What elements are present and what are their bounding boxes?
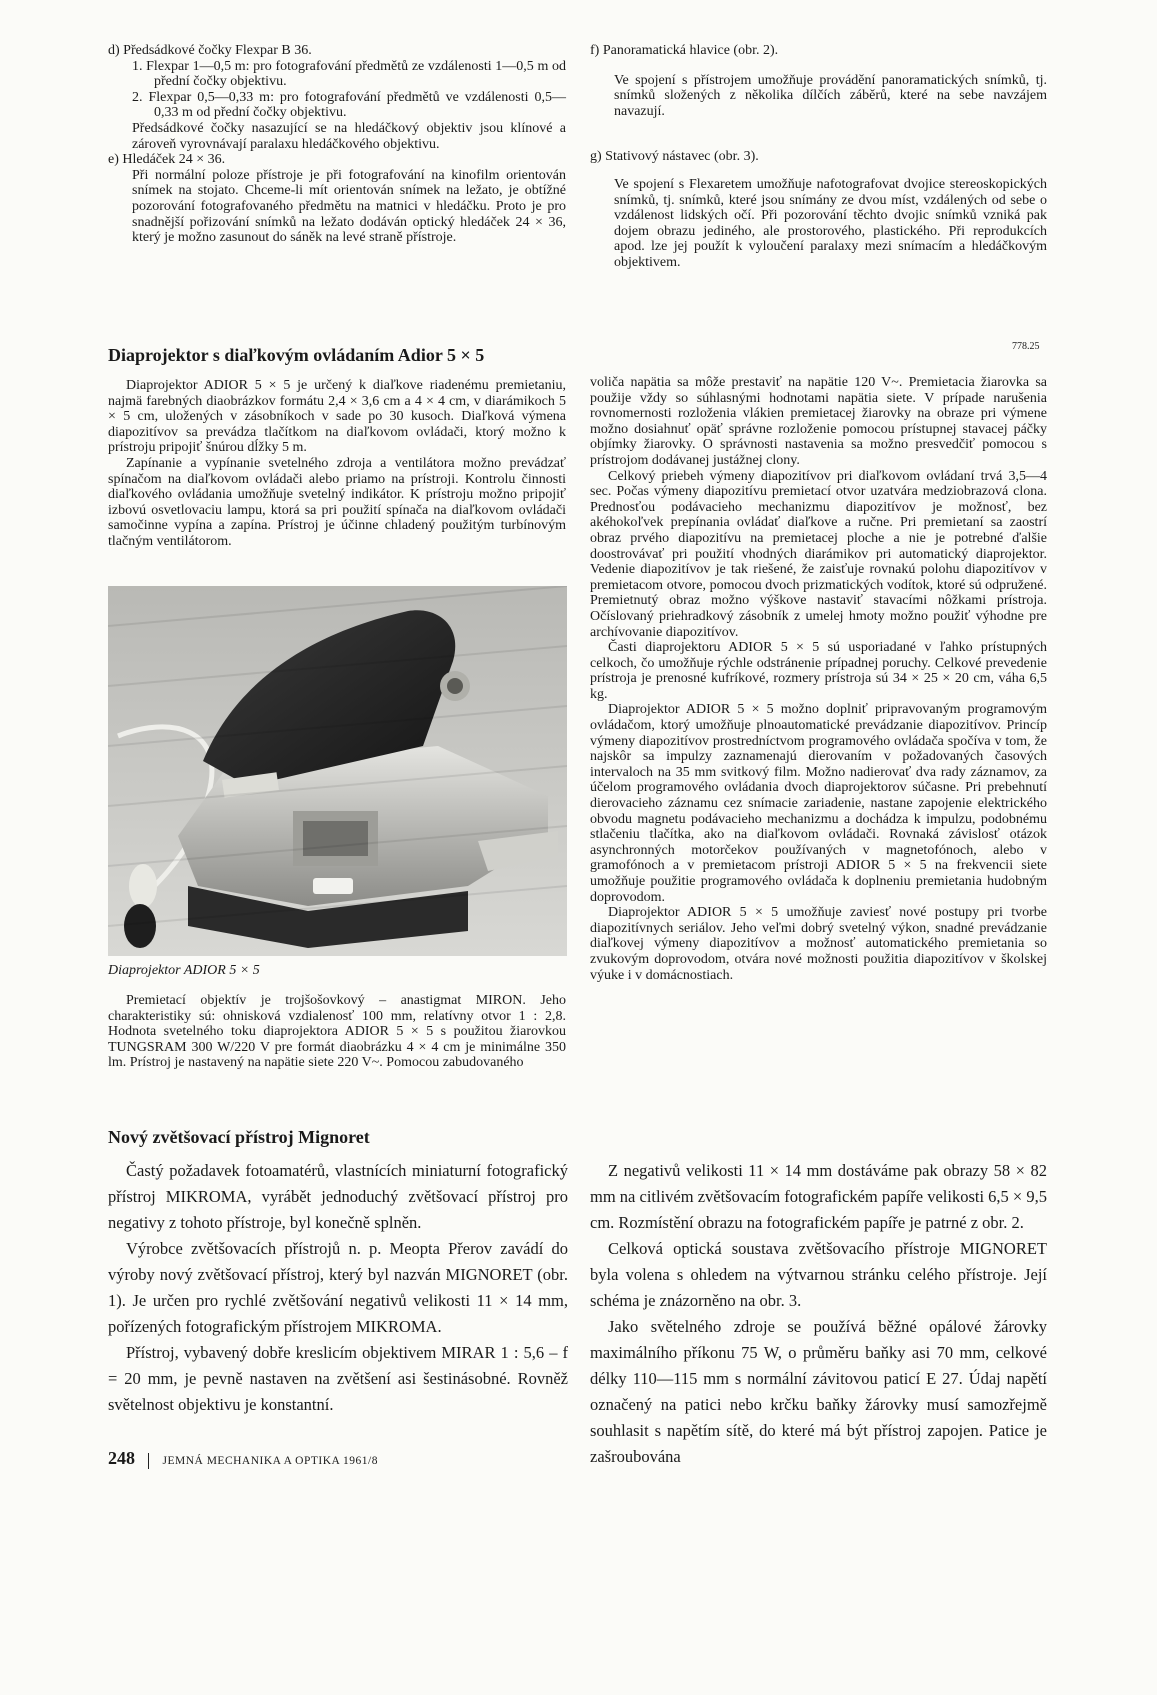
projector-illustration: [108, 586, 567, 956]
item-e-title: e) Hledáček 24 × 36.: [108, 152, 226, 168]
adior-left-p1: Diaprojektor ADIOR 5 × 5 je určený k diaľkove riadenému premietaniu, najmä farebných diaobrázkov formátu 2,4 × 3,6 cm a 4 × 4 cm, v diarámikoch 5 × 5 cm, uložených v zásobníkoch v sade po 30 kusoch. Diaľková výmena diapozitívov sa prevádza tlačítkom na diaľkovom ovládači, ktorý možno k prístroju pripojiť šnúrou dĺžky 5 m.: [108, 378, 566, 456]
item-f-title: f) Panoramatická hlavice (obr. 2).: [590, 43, 779, 58]
adior-right-p1: voliča napätia sa môže prestaviť na napätie 120 V~. Premietacia žiarovka sa použije vždy so súhlasnými hodnotami napätia siete. V prípade narušenia rovnomernosti rozloženia vlákien premietacej žiarovky na obraze pri výmene možno dosiahnuť opäť správne rozloženie pomocou prístupnej stavacej páčky objímky žiarovky. O správnosti nastavenia sa možno presvedčiť pomocou s prístrojom dodávanej justážnej clony.: [590, 375, 1047, 468]
mignoret-right-p2: Celková optická soustava zvětšovacího přístroje MIGNORET byla volena s ohledem na výtvarnou stránku celého přístroje. Její schéma je znázorněno na obr. 3.: [590, 1239, 1047, 1310]
adior-left-text: [108, 378, 566, 550]
item-d-title: d) Předsádkové čočky Flexpar B 36.: [108, 43, 312, 58]
mignoret-right-p1: Z negativů velikosti 11 × 14 mm dostáváme pak obrazy 58 × 82 mm na citlivém zvětšovacím fotografickém papíře velikosti 6,5 × 9,5 cm. Rozmístění obrazu na fotografickém papíře je patrné z obr. 2.: [590, 1161, 1047, 1232]
journal-name: JEMNÁ MECHANIKA A OPTIKA 1961/8: [162, 1455, 378, 1467]
item-g-title: g) Stativový nástavec (obr. 3).: [590, 149, 759, 165]
mignoret-right-text: [590, 1158, 1047, 1470]
item-f-text: Ve spojení s přístrojem umožňuje provádění panoramatických snímků, tj. snímků složených z několika dílčích záběrů, které na sebe navzájem navazují.: [614, 72, 1047, 119]
item-g-text: Ve spojení s Flexaretem umožňuje nafotografovat dvojice stereoskopických snímků, tj. snímků, které jsou snímány ze dvou míst, vzdálených od sebe o vzdálenost lidských očí. Při pozorování těchto dvojic snímků vzniká pak dojem obrazu jediného, ale prostorového, plastického. Při reprodukcích apod. lze jej použít k vyloučení paralaxy mezi snímacím a hledáčkovým objektivem.: [614, 176, 1047, 270]
item-e-text: Při normální poloze přístroje je při fotografování na kinofilm orientován snímek na stojato. Chceme-li mít orientován snímek na ležato, je obtížné pozorování fotografovaného předmětu na matnici v hledáčku. Proto je pro snadnější pořizování snímků na ležato dodáván optický hledáček 24 × 36, který je možno zasunout do sáněk na levé straně přístroje.: [132, 167, 566, 246]
mignoret-left-p3: Přístroj, vybavený dobře kreslicím objektivem MIRAR 1 : 5,6 – f = 20 mm, je pevně nastaven na zvětšení asi šestinásobné. Rovněž světelnost objektivu je konstantní.: [108, 1343, 568, 1414]
adior-right-p4: Diaprojektor ADIOR 5 × 5 možno doplniť pripravovaným programovým ovládačom, ktorý umožňuje plnoautomatické prevádzanie diapozitívov. Princíp výmeny diapozitívov prostredníctvom programového ovládača spočíva v tom, že najskôr sa impulzy zaznamenajú dierovaním v požadovaných časových intervaloch na 35 mm svitkový film. Možno nadierovať dva rady záznamov, za účelom programového ovládania dvoch diaprojektorov súčasne. Pri prebehnutí dierovacieho záznamu cez snímacie zariadenie, nastane zapojenie elektrického obvodu magnetu podávacieho mechanizmu a dochádza k impulzu, podobnému stlačeniu tlačítka, ako na diaľkovom ovládači. Rovnaká závislosť otázok asynchronných motorčekov používaných v magnetofónoch, alebo v gramofónoch a v premietacom prístroji ADIOR 5 × 5 na frekvencii siete umožňuje použitie programového ovládača k doplneniu premietania hudobným doprovodom.: [590, 702, 1047, 905]
mignoret-left-p1: Častý požadavek fotoamatérů, vlastnících miniaturní fotografický přístroj MIKROMA, vyrábět jednoduchý zvětšovací přístroj pro negativy z tohoto přístroje, byl konečně splněn.: [108, 1161, 568, 1232]
adior-heading: Diaprojektor s diaľkovým ovládaním Adior 5 × 5: [108, 345, 485, 365]
page-number: 248: [108, 1448, 135, 1468]
item-d-2: 2. Flexpar 0,5—0,33 m: pro fotografování předmětů ve vzdálenosti 0,5—0,33 m od přední čočky objektivu.: [132, 89, 566, 121]
adior-right-p5: Diaprojektor ADIOR 5 × 5 umožňuje zaviesť nové postupy pri tvorbe diapozitívnych seriálov. Jeho veľmi dobrý svetelný výkon, snadné prevádzanie diaľkovej výmeny diapozitívov a možnosť automatického premietania so zvukovým doprovodom, otvára nové možnosti použitia diapozitívov v školskej výuke i v domácnostiach.: [590, 905, 1047, 983]
adior-left-text-2: [108, 993, 566, 1071]
footer-separator: [148, 1453, 149, 1469]
mignoret-right-p3: Jako světelného zdroje se používá běžné opálové žárovky maximálního příkonu 75 W, o průměru baňky asi 70 mm, celkové délky 110—115 mm s normální závitovou paticí E 27. Údaj napětí označený na patici nebo krčku baňky žárovky musí samozřejmě souhlasit s napětím sítě, do které má být přístroj zapojen. Patice je zašroubována: [590, 1317, 1047, 1466]
adior-right-p3: Časti diaprojektoru ADIOR 5 × 5 sú usporiadané v ľahko prístupných celkoch, čo umožňuje rýchle odstránenie prípadnej poruchy. Celkové prevedenie prístroja je prenosné kufríkové, rozmery prístroja sú 34 × 25 × 20 cm, váha 6,5 kg.: [590, 640, 1047, 702]
adior-left-p3: Premietací objektív je trojšošovkový – anastigmat MIRON. Jeho charakteristiky sú: ohnisková vzdialenosť 100 mm, relatívny otvor 1 : 2,8. Hodnota svetelného toku diaprojektora ADIOR 5 × 5 s použitou žiarovkou TUNGSRAM 300 W/220 V pre formát diaobrázku 4 × 4 cm je minimálne 350 lm. Prístroj je nastavený na napätie siete 220 V~. Pomocou zabudovaného: [108, 993, 566, 1071]
photo-caption: Diaprojektor ADIOR 5 × 5: [108, 963, 260, 978]
adior-left-p2: Zapínanie a vypínanie svetelného zdroja a ventilátora možno prevádzať spínačom na diaľkovom ovládači alebo priamo na prístroji. Kontrolu činnosti diaľkového ovládania umožňuje svetelný indikátor. K prístroju možno pripojiť izbovú osvetlovaciu lampu, ktorá sa pri použití spínača na diaľkovom ovládači samočinne vypína a zapína. Prístroj je účinne chladený použitým turbínovým tlačným ventilátorom.: [108, 455, 566, 549]
adior-right-text: [590, 375, 1047, 983]
top-right-column: [590, 43, 1047, 271]
item-d-1: 1. Flexpar 1—0,5 m: pro fotografování předmětů ze vzdálenosti 1—0,5 m od přední čočky objektivu.: [132, 58, 566, 90]
mignoret-left-p2: Výrobce zvětšovacích přístrojů n. p. Meopta Přerov zavádí do výroby nový zvětšovací přístroj, který byl nazván MIGNORET (obr. 1). Je určen pro rychlé zvětšování negativů velikosti 11 × 14 mm, pořízených fotografickým přístrojem MIKROMA.: [108, 1239, 568, 1336]
projector-photo: [108, 586, 567, 956]
article-code: 778.25: [1012, 341, 1040, 352]
top-left-column: [108, 43, 566, 246]
item-d-text: Předsádkové čočky nasazující se na hledáčkový objektiv jsou klínové a zároveň vyrovnávají paralaxu hledáčkového objektivu.: [132, 120, 566, 152]
mignoret-left-text: [108, 1158, 568, 1418]
page-footer: [108, 1448, 378, 1469]
adior-right-p2: Celkový priebeh výmeny diapozitívov pri diaľkovom ovládaní trvá 3,5—4 sec. Počas výmeny diapozitívu premietací otvor uzatvára medziobrazová clona. Prednosťou podávacieho mechanizmu diapozitívov je možnosť, bez akéhokoľvek prepínania ovládať diaľkove a ručne. Pri premietaní sa zaostrí obraz prvého diapozitívu na premietacej ploche a nie je potrebné ďalšie doostrovávať pri použití vhodných diarámikov pri automatický diaprojektor. Vedenie diapozitívov je tak riešené, že zaisťuje rovnakú polohu diapozitívov v premietacom otvore, pomocou dvoch prizmatických vodítok, ktoré sú odpružené. Premietnutý obraz možno výškove nastaviť stavacími nôžkami prístroja. Očíslovaný priehradkový zásobník z umelej hmoty možno použiť výhodne pre archívovanie diapozitívov.: [590, 468, 1047, 640]
mignoret-heading: Nový zvětšovací přístroj Mignoret: [108, 1127, 370, 1147]
